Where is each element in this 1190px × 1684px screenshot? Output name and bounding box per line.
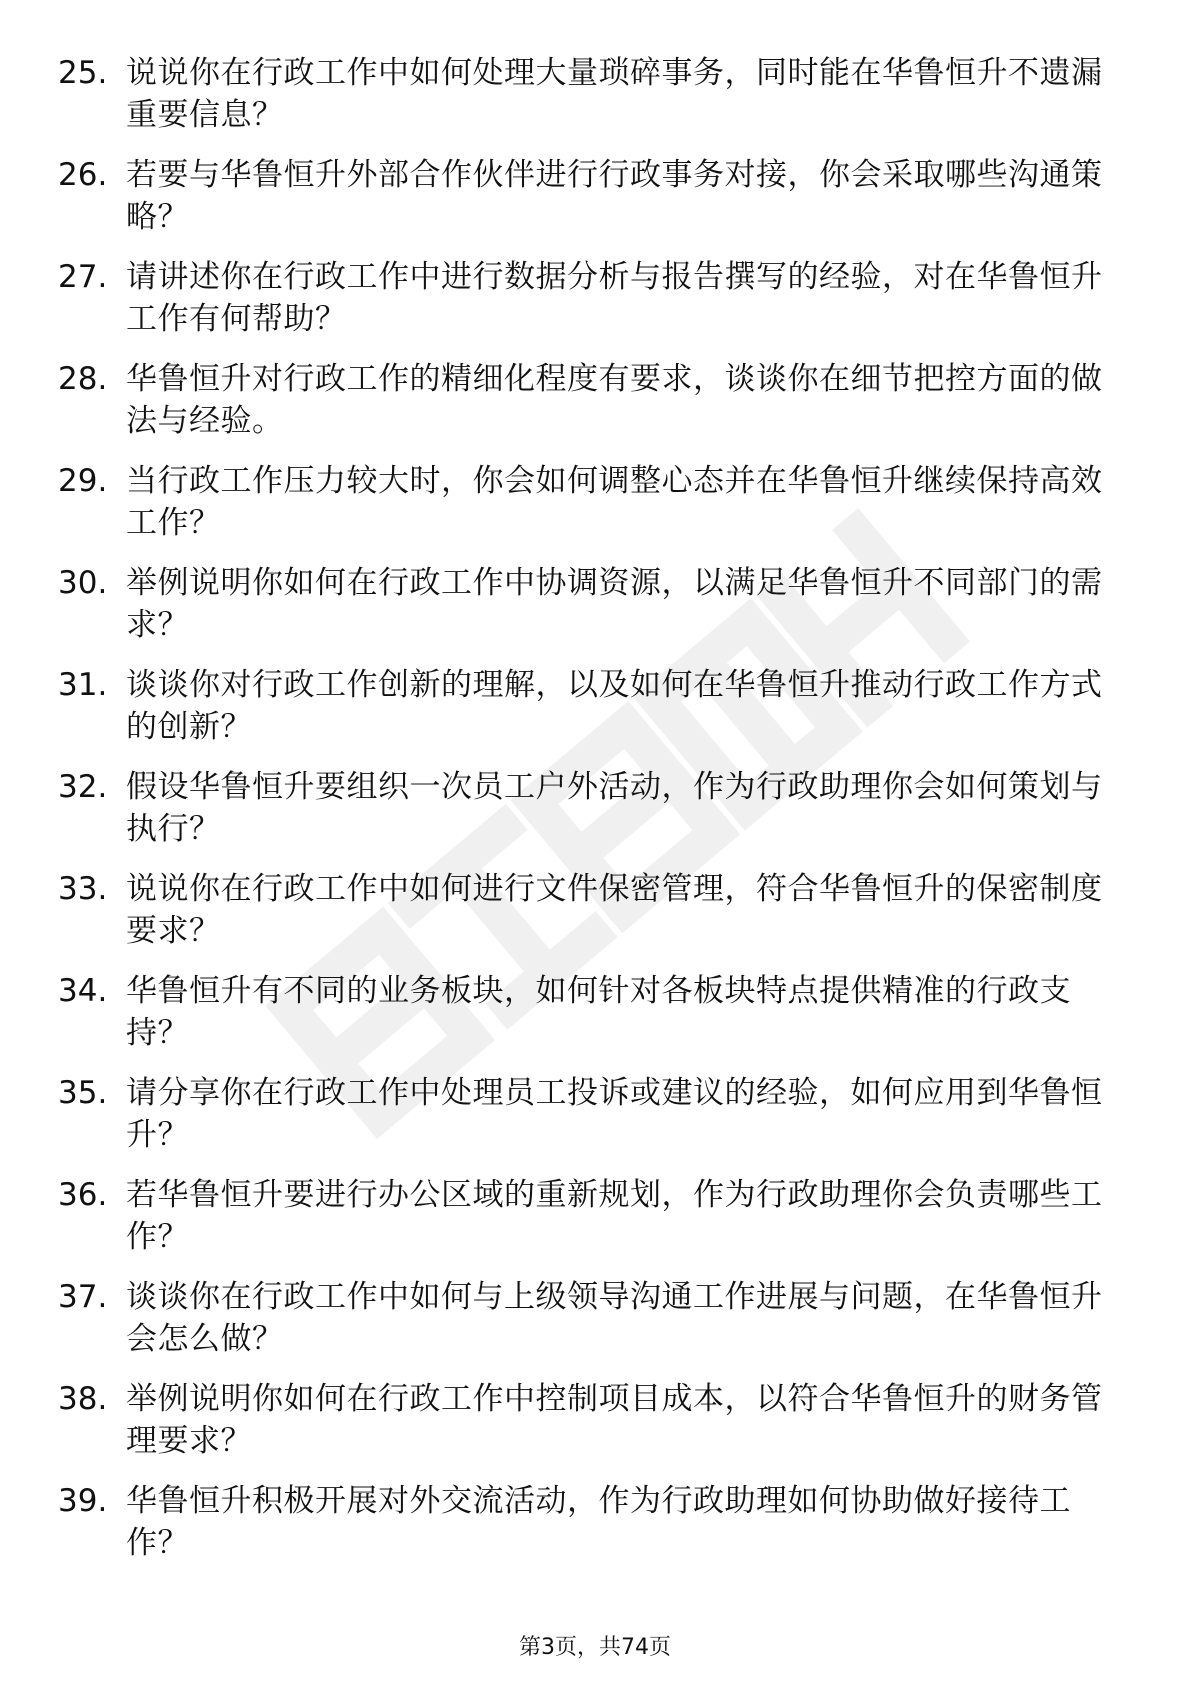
- question-list: [58, 52, 1133, 1582]
- question-item: [58, 1174, 1133, 1276]
- question-item: [58, 1480, 1133, 1582]
- question-text: 华鲁恒升对行政工作的精细化程度有要求，谈谈你在细节把控方面的做法与经验。: [126, 361, 1103, 439]
- question-number: 38.: [58, 1381, 108, 1417]
- question-text: 说说你在行政工作中如何处理大量琐碎事务，同时能在华鲁恒升不遗漏重要信息？: [126, 55, 1103, 133]
- question-number: 31.: [58, 667, 108, 703]
- question-text: 华鲁恒升有不同的业务板块，如何针对各板块特点提供精准的行政支持？: [126, 973, 1071, 1051]
- question-text: 谈谈你对行政工作创新的理解，以及如何在华鲁恒升推动行政工作方式的创新？: [126, 667, 1103, 745]
- question-text: 假设华鲁恒升要组织一次员工户外活动，作为行政助理你会如何策划与执行？: [126, 769, 1103, 847]
- question-number: 34.: [58, 973, 108, 1009]
- question-text: 请讲述你在行政工作中进行数据分析与报告撰写的经验，对在华鲁恒升工作有何帮助？: [126, 259, 1103, 337]
- question-number: 33.: [58, 871, 108, 907]
- question-item: [58, 1072, 1133, 1174]
- question-number: 26.: [58, 157, 108, 193]
- page-number: 第3页，共74页: [519, 1635, 671, 1660]
- question-item: [58, 256, 1133, 358]
- question-item: [58, 1378, 1133, 1480]
- question-item: [58, 664, 1133, 766]
- question-number: 30.: [58, 565, 108, 601]
- question-number: 29.: [58, 463, 108, 499]
- question-item: [58, 766, 1133, 868]
- question-text: 若华鲁恒升要进行办公区域的重新规划，作为行政助理你会负责哪些工作？: [126, 1177, 1103, 1255]
- question-number: 37.: [58, 1279, 108, 1315]
- question-number: 32.: [58, 769, 108, 805]
- question-number: 25.: [58, 55, 108, 91]
- question-text: 说说你在行政工作中如何进行文件保密管理，符合华鲁恒升的保密制度要求？: [126, 871, 1103, 949]
- question-item: [58, 154, 1133, 256]
- question-number: 35.: [58, 1075, 108, 1111]
- question-text: 举例说明你如何在行政工作中协调资源，以满足华鲁恒升不同部门的需求？: [126, 565, 1103, 643]
- question-text: 请分享你在行政工作中处理员工投诉或建议的经验，如何应用到华鲁恒升？: [126, 1075, 1103, 1153]
- question-number: 39.: [58, 1483, 108, 1519]
- question-text: 举例说明你如何在行政工作中控制项目成本，以符合华鲁恒升的财务管理要求？: [126, 1381, 1103, 1459]
- question-text: 谈谈你在行政工作中如何与上级领导沟通工作进展与问题，在华鲁恒升会怎么做？: [126, 1279, 1103, 1357]
- question-item: [58, 460, 1133, 562]
- question-text: 若要与华鲁恒升外部合作伙伴进行行政事务对接，你会采取哪些沟通策略？: [126, 157, 1103, 235]
- question-number: 27.: [58, 259, 108, 295]
- question-item: [58, 970, 1133, 1072]
- question-number: 28.: [58, 361, 108, 397]
- question-item: [58, 562, 1133, 664]
- question-item: [58, 358, 1133, 460]
- question-item: [58, 868, 1133, 970]
- question-text: 华鲁恒升积极开展对外交流活动，作为行政助理如何协助做好接待工作？: [126, 1483, 1071, 1561]
- question-text: 当行政工作压力较大时，你会如何调整心态并在华鲁恒升继续保持高效工作？: [126, 463, 1103, 541]
- question-number: 36.: [58, 1177, 108, 1213]
- question-item: [58, 52, 1133, 154]
- question-item: [58, 1276, 1133, 1378]
